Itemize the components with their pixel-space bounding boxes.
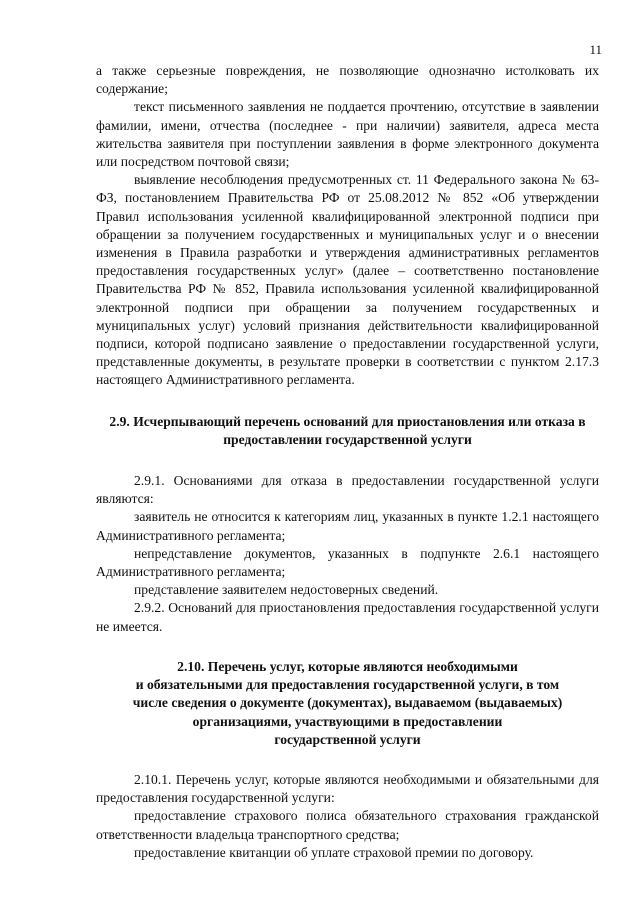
paragraph-refusal-documents: непредставление документов, указанных в подпункте 2.6.1 настоящего Административного регламента; — [96, 545, 599, 580]
paragraph-2-9-2: 2.9.2. Оснований для приостановления предоставления государственной услуги не имеется. — [96, 600, 599, 634]
paragraph-refusal-category: заявитель не относится к категориям лиц, указанных в пункте 1.2.1 настоящего Административного регламента; — [96, 509, 599, 543]
section-heading-2-9: 2.9. Исчерпывающий перечень оснований для приостановления или отказа в предоставлении государственной услуги — [109, 413, 586, 447]
paragraph-insurance-policy: предоставление страхового полиса обязательного страхования гражданской ответственности владельца транспортного средства; — [96, 808, 599, 842]
section-heading-2-10-line: и обязательными для предоставления государственной услуги, в том — [135, 677, 560, 693]
section-heading-2-10-line: организациями, участвующими в предоставлении — [192, 713, 503, 729]
section-heading-2-10-line: 2.10. Перечень услуг, которые являются необходимыми — [177, 658, 518, 674]
section-heading-2-10 — [96, 658, 599, 749]
section-heading-2-10-line: числе сведения о документе (документах), выдаваемом (выдаваемых) — [132, 695, 563, 711]
paragraph-signature-check: выявление несоблюдения предусмотренных ст. 11 Федерального закона № 63-ФЗ, постановлением Правительства РФ от 25.08.2012 № 852 «Об утверждении Правил использования усиленной квалифицированной электронной подписи при обращении за получением государственных и муниципальных услуг и о внесении изменения в Правила разработки и утверждения административных регламентов предоставления государственных услуг» (далее – соответственно постановление Правительства РФ № 852, Правила использования усиленной квалифицированной электронной подписи при обращении за получением государственных и муниципальных услуг) условий признания действительности квалифицированной подписи, которой подписано заявление о предоставлении государственной услуги, представленные документы, в результате проверки в соответствии с пунктом 2.17.3 настоящего Административного регламента. — [96, 172, 599, 388]
paragraph-damage-continuation: а также серьезные повреждения, не позволяющие однозначно истолковать их содержание; — [96, 63, 599, 97]
section-heading-2-10-line: государственной услуги — [274, 731, 421, 747]
paragraph-insurance-receipt: предоставление квитанции об уплате страховой премии по договору. — [134, 844, 534, 860]
paragraph-refusal-false-info: представление заявителем недостоверных сведений. — [134, 582, 439, 598]
paragraph-unreadable-application: текст письменного заявления не поддается прочтению, отсутствие в заявлении фамилии, имени, отчества (последнее - при наличии) заявителя, адреса места жительства заявителя при поступлении заявления в форме электронного документа или посредством почтовой связи; — [96, 99, 599, 170]
paragraph-2-9-1: 2.9.1. Основаниями для отказа в предоставлении государственной услуги являются: — [96, 473, 599, 507]
paragraph-2-10-1: 2.10.1. Перечень услуг, которые являются необходимыми и обязательными для предоставления государственной услуги: — [96, 771, 599, 806]
page-number: 11 — [589, 42, 602, 57]
document-body — [96, 62, 599, 862]
